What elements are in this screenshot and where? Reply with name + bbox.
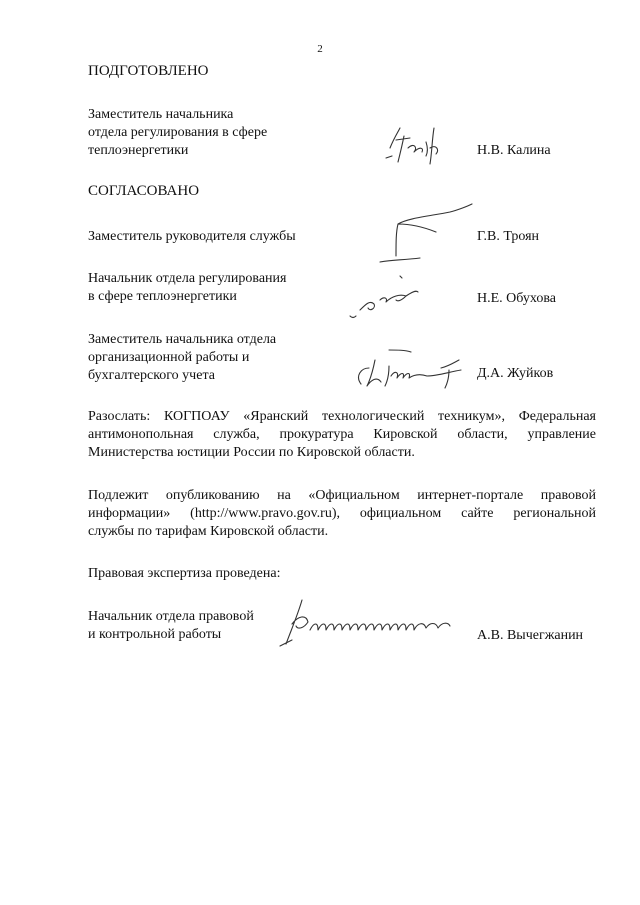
signature-kalina — [380, 118, 470, 174]
paragraph-line: Разослать: КОГПОАУ «Яранский технологический техникум», Федеральная — [88, 409, 596, 424]
agreed-heading: СОГЛАСОВАНО — [88, 183, 200, 199]
position-line: Заместитель начальника отдела — [88, 332, 277, 347]
prepared-heading: ПОДГОТОВЛЕНО — [88, 63, 209, 79]
agreed-signer-2-name: Н.Е. Обухова — [477, 291, 556, 306]
position-line: и контрольной работы — [88, 627, 222, 642]
signature-troyan — [350, 198, 480, 278]
position-line: Начальник отдела регулирования — [88, 271, 287, 286]
position-line: Начальник отдела правовой — [88, 609, 254, 624]
position-line: в сфере теплоэнергетики — [88, 289, 237, 304]
paragraph-line: Министерства юстиции России по Кировской области. — [88, 445, 415, 460]
paragraph-line: информации» (http://www.pravo.gov.ru), официальном сайте региональной — [88, 506, 596, 521]
agreed-signer-2-position — [88, 270, 348, 306]
position-line: Заместитель начальника — [88, 107, 234, 122]
paragraph-line: антимонопольная служба, прокуратура Кировской области, управление — [88, 427, 596, 442]
paragraph-line: Подлежит опубликованию на «Официальном интернет-портале правовой — [88, 488, 596, 503]
legal-review-label: Правовая экспертиза проведена: — [88, 566, 281, 581]
position-line: теплоэнергетики — [88, 143, 189, 158]
signature-obukhova — [340, 270, 460, 330]
position-line: бухгалтерского учета — [88, 368, 215, 383]
agreed-signer-3-position — [88, 331, 348, 385]
position-line: Заместитель руководителя службы — [88, 229, 296, 244]
agreed-signer-1-name: Г.В. Троян — [477, 229, 540, 244]
legal-review-signer-name: А.В. Вычегжанин — [477, 628, 584, 643]
prepared-signer-name: Н.В. Калина — [477, 143, 551, 158]
agreed-signer-1-position — [88, 228, 348, 246]
paragraph-line: службы по тарифам Кировской области. — [88, 524, 329, 539]
position-line: организационной работы и — [88, 350, 250, 365]
prepared-signer-position — [88, 106, 348, 160]
publication-paragraph — [88, 487, 596, 541]
position-line: отдела регулирования в сфере — [88, 125, 268, 140]
signature-vychegzhanin — [270, 594, 470, 652]
page-number: 2 — [317, 43, 323, 55]
distribution-paragraph — [88, 408, 596, 462]
signature-zhuykov — [345, 346, 485, 398]
legal-review-text — [88, 565, 348, 583]
agreed-signer-3-name: Д.А. Жуйков — [477, 366, 554, 381]
